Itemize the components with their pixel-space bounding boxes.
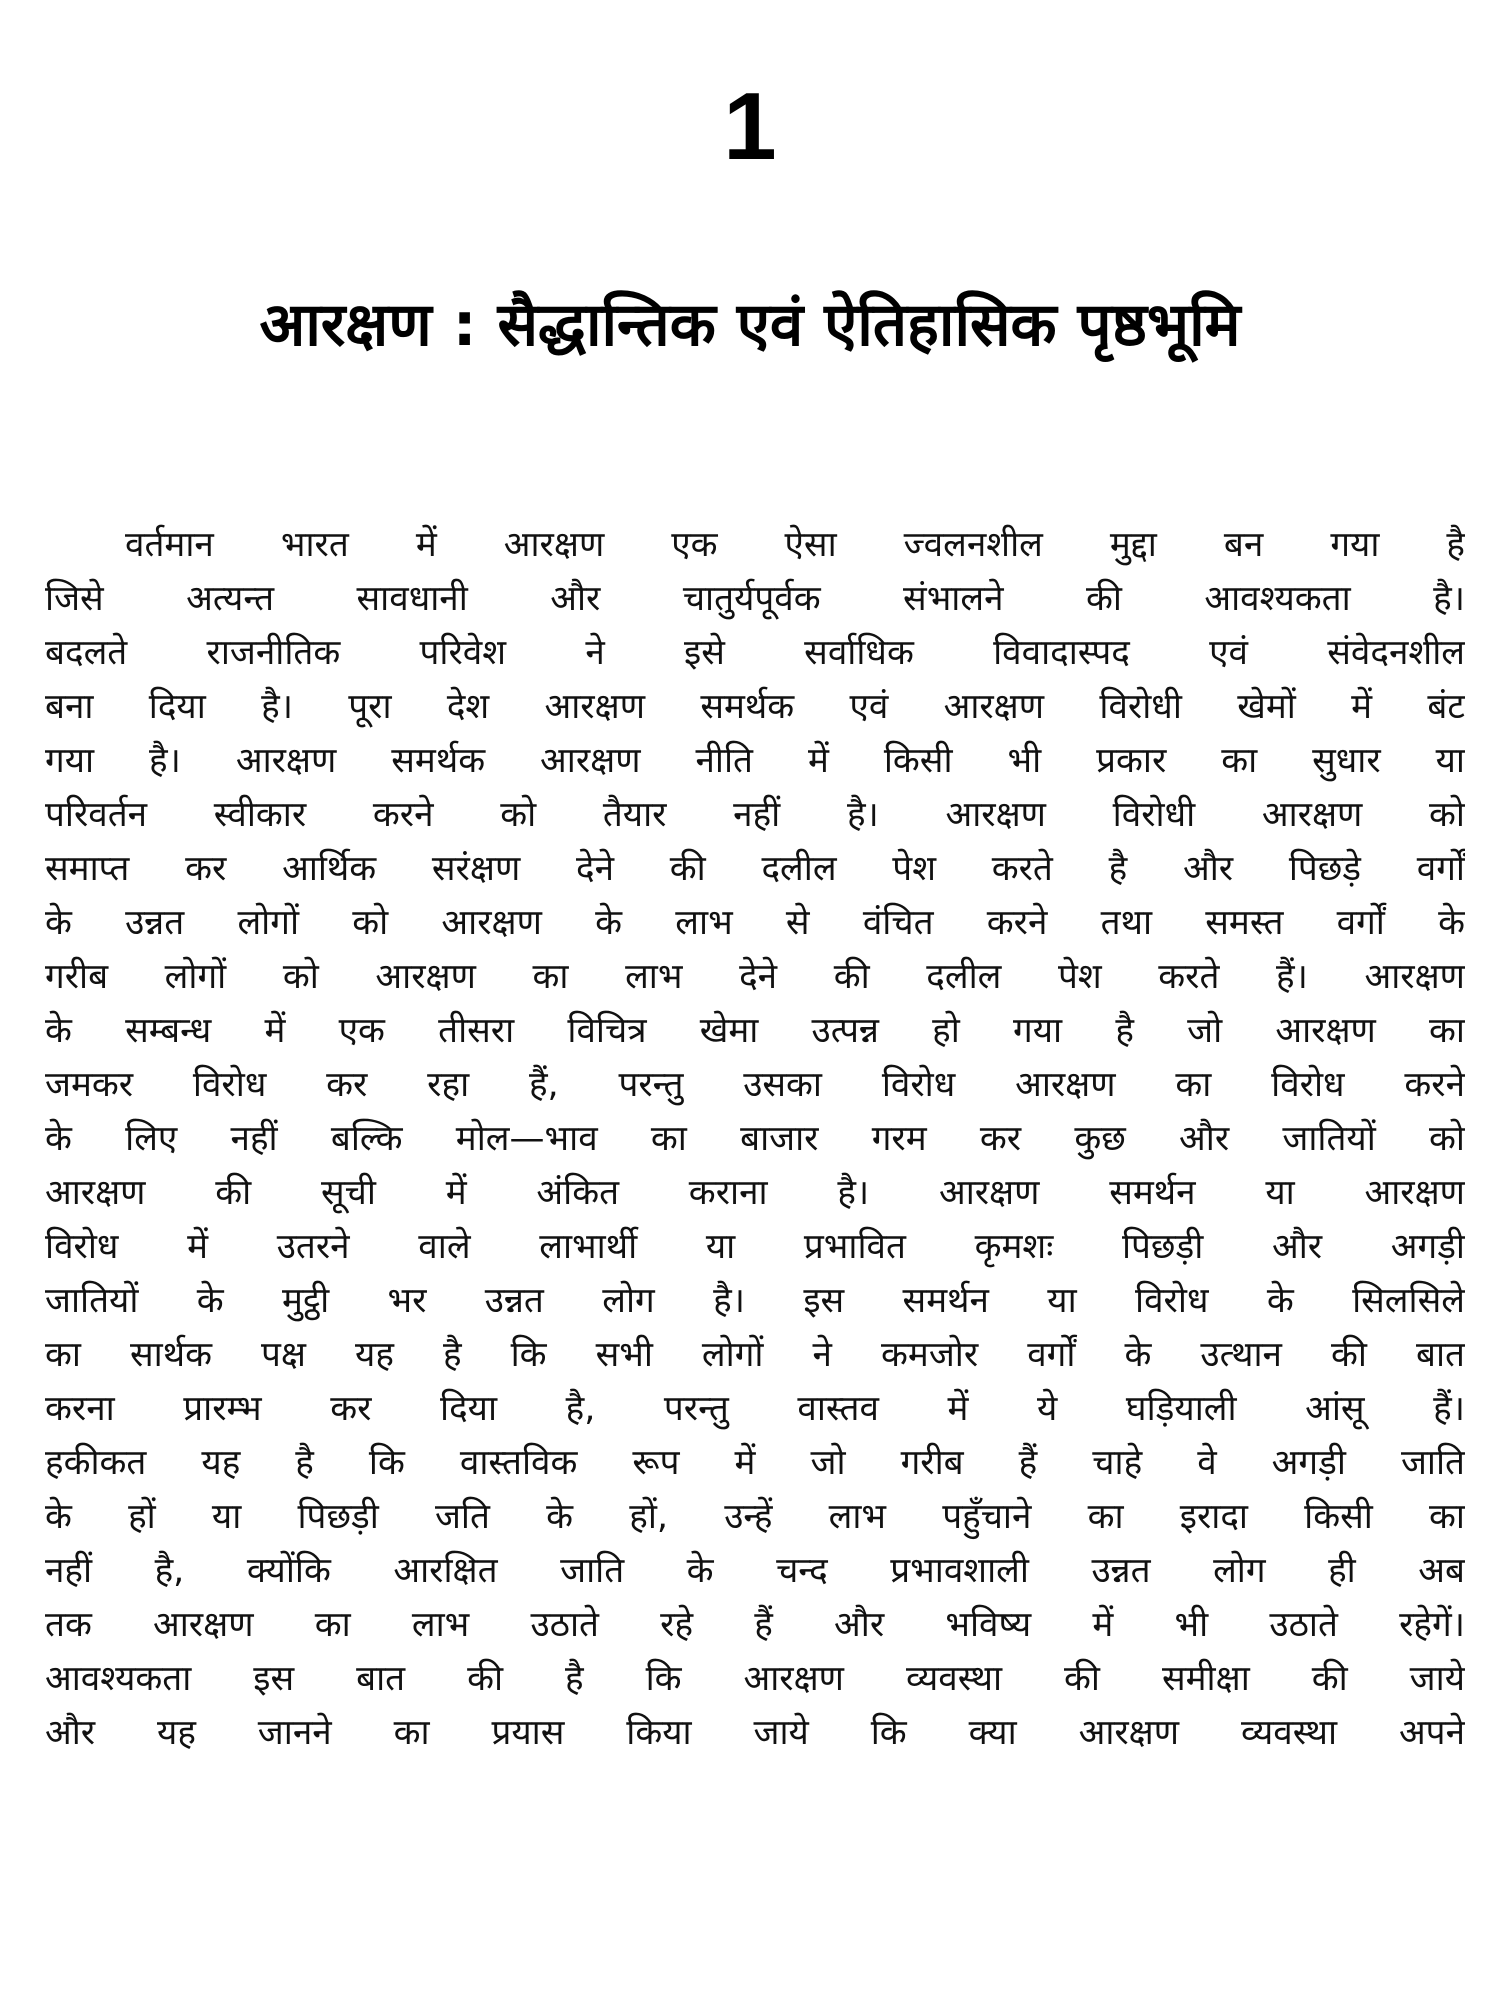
chapter-title: आरक्षण : सैद्धान्तिक एवं ऐतिहासिक पृष्ठभूमि [259,290,1241,360]
text-line: हकीकत यह है कि वास्तविक रूप में जो गरीब हैं चाहे वे अगड़ी जाति [45,1443,1465,1483]
text-line: के उन्नत लोगों को आरक्षण के लाभ से वंचित करने तथा समस्त वर्गों के [45,903,1465,943]
text-line: और यह जानने का प्रयास किया जाये कि क्या आरक्षण व्यवस्था अपने [45,1713,1465,1753]
text-line: वर्तमान भारत में आरक्षण एक ऐसा ज्वलनशील मुद्दा बन गया है [125,525,1465,565]
text-line: गरीब लोगों को आरक्षण का लाभ देने की दलील पेश करते हैं। आरक्षण [45,957,1465,997]
text-line: बना दिया है। पूरा देश आरक्षण समर्थक एवं आरक्षण विरोधी खेमों में बंट [45,687,1465,727]
text-line: बदलते राजनीतिक परिवेश ने इसे सर्वाधिक विवादास्पद एवं संवेदनशील [45,633,1465,673]
text-line: के हों या पिछड़ी जति के हों, उन्हें लाभ पहुँचाने का इरादा किसी का [45,1497,1465,1537]
text-line: का सार्थक पक्ष यह है कि सभी लोगों ने कमजोर वर्गों के उत्थान की बात [45,1335,1465,1375]
chapter-number: 1 [723,73,777,180]
text-line: विरोध में उतरने वाले लाभार्थी या प्रभावित कृमशः पिछड़ी और अगड़ी [45,1227,1465,1267]
text-line: नहीं है, क्योंकि आरक्षित जाति के चन्द प्रभावशाली उन्नत लोग ही अब [45,1551,1465,1591]
text-line: गया है। आरक्षण समर्थक आरक्षण नीति में किसी भी प्रकार का सुधार या [45,741,1465,781]
text-line: के लिए नहीं बल्कि मोल—भाव का बाजार गरम कर कुछ और जातियों को [45,1119,1465,1159]
text-line: परिवर्तन स्वीकार करने को तैयार नहीं है। आरक्षण विरोधी आरक्षण को [45,795,1465,835]
text-line: जातियों के मुट्ठी भर उन्नत लोग है। इस समर्थन या विरोध के सिलसिले [45,1281,1465,1321]
text-line: आवश्यकता इस बात की है कि आरक्षण व्यवस्था की समीक्षा की जाये [45,1659,1465,1699]
text-line: करना प्रारम्भ कर दिया है, परन्तु वास्तव में ये घड़ियाली आंसू हैं। [45,1389,1465,1429]
text-line: के सम्बन्ध में एक तीसरा विचित्र खेमा उत्पन्न हो गया है जो आरक्षण का [45,1011,1465,1051]
text-line: जमकर विरोध कर रहा हैं, परन्तु उसका विरोध आरक्षण का विरोध करने [45,1065,1465,1105]
body-paragraph [45,518,1465,1760]
text-line: समाप्त कर आर्थिक सरंक्षण देने की दलील पेश करते है और पिछड़े वर्गों [45,849,1465,889]
text-line: जिसे अत्यन्त सावधानी और चातुर्यपूर्वक संभालने की आवश्यकता है। [45,579,1465,619]
text-line: तक आरक्षण का लाभ उठाते रहे हैं और भविष्य में भी उठाते रहेगें। [45,1605,1465,1645]
text-line: आरक्षण की सूची में अंकित कराना है। आरक्षण समर्थन या आरक्षण [45,1173,1465,1213]
